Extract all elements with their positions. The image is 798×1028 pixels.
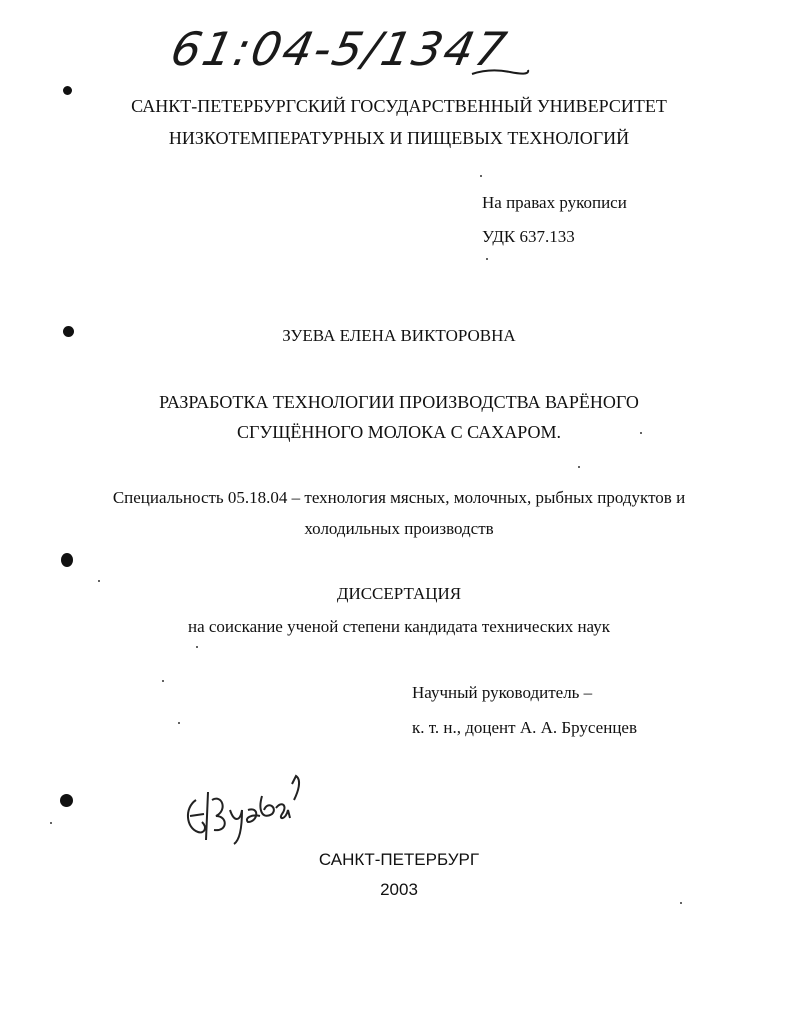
document-type: ДИССЕРТАЦИЯ [336, 584, 462, 603]
speck [680, 902, 682, 904]
author-name: ЗУЕВА ЕЛЕНА ВИКТОРОВНА [282, 326, 516, 345]
supervisor-label: Научный руководитель – [412, 683, 593, 702]
year: 2003 [380, 880, 418, 899]
speck [50, 822, 52, 824]
specialty-line2: холодильных производств [304, 519, 494, 538]
speck [196, 646, 198, 648]
dissertation-title-line2: СГУЩЁННОГО МОЛОКА С САХАРОМ. [237, 422, 561, 442]
archive-code-underline [470, 66, 530, 78]
speck [486, 258, 488, 260]
specialty-line1: Специальность 05.18.04 – технология мясных, молочных, рыбных продуктов и [112, 488, 686, 507]
archive-code-handwritten: 61:04-5/1347 [166, 22, 513, 76]
speck [578, 466, 580, 468]
speck [162, 680, 164, 682]
university-name-line1: САНКТ-ПЕТЕРБУРГСКИЙ ГОСУДАРСТВЕННЫЙ УНИВЕРСИТЕТ [131, 96, 667, 116]
manuscript-rights: На правах рукописи [482, 193, 627, 212]
speck [480, 175, 482, 177]
binding-hole [61, 553, 73, 567]
degree-sought: на соискание ученой степени кандидата технических наук [187, 617, 610, 636]
binding-hole [60, 794, 73, 807]
city: САНКТ-ПЕТЕРБУРГ [318, 850, 480, 869]
udc-code: УДК 637.133 [482, 227, 575, 246]
speck [98, 580, 100, 582]
dissertation-title-line1: РАЗРАБОТКА ТЕХНОЛОГИИ ПРОИЗВОДСТВА ВАРЁНОГО [159, 392, 639, 412]
university-name-line2: НИЗКОТЕМПЕРАТУРНЫХ И ПИЩЕВЫХ ТЕХНОЛОГИЙ [168, 128, 630, 148]
supervisor-name: к. т. н., доцент А. А. Брусенцев [412, 718, 637, 737]
author-signature [178, 770, 308, 850]
binding-hole [63, 86, 72, 95]
speck [178, 722, 180, 724]
